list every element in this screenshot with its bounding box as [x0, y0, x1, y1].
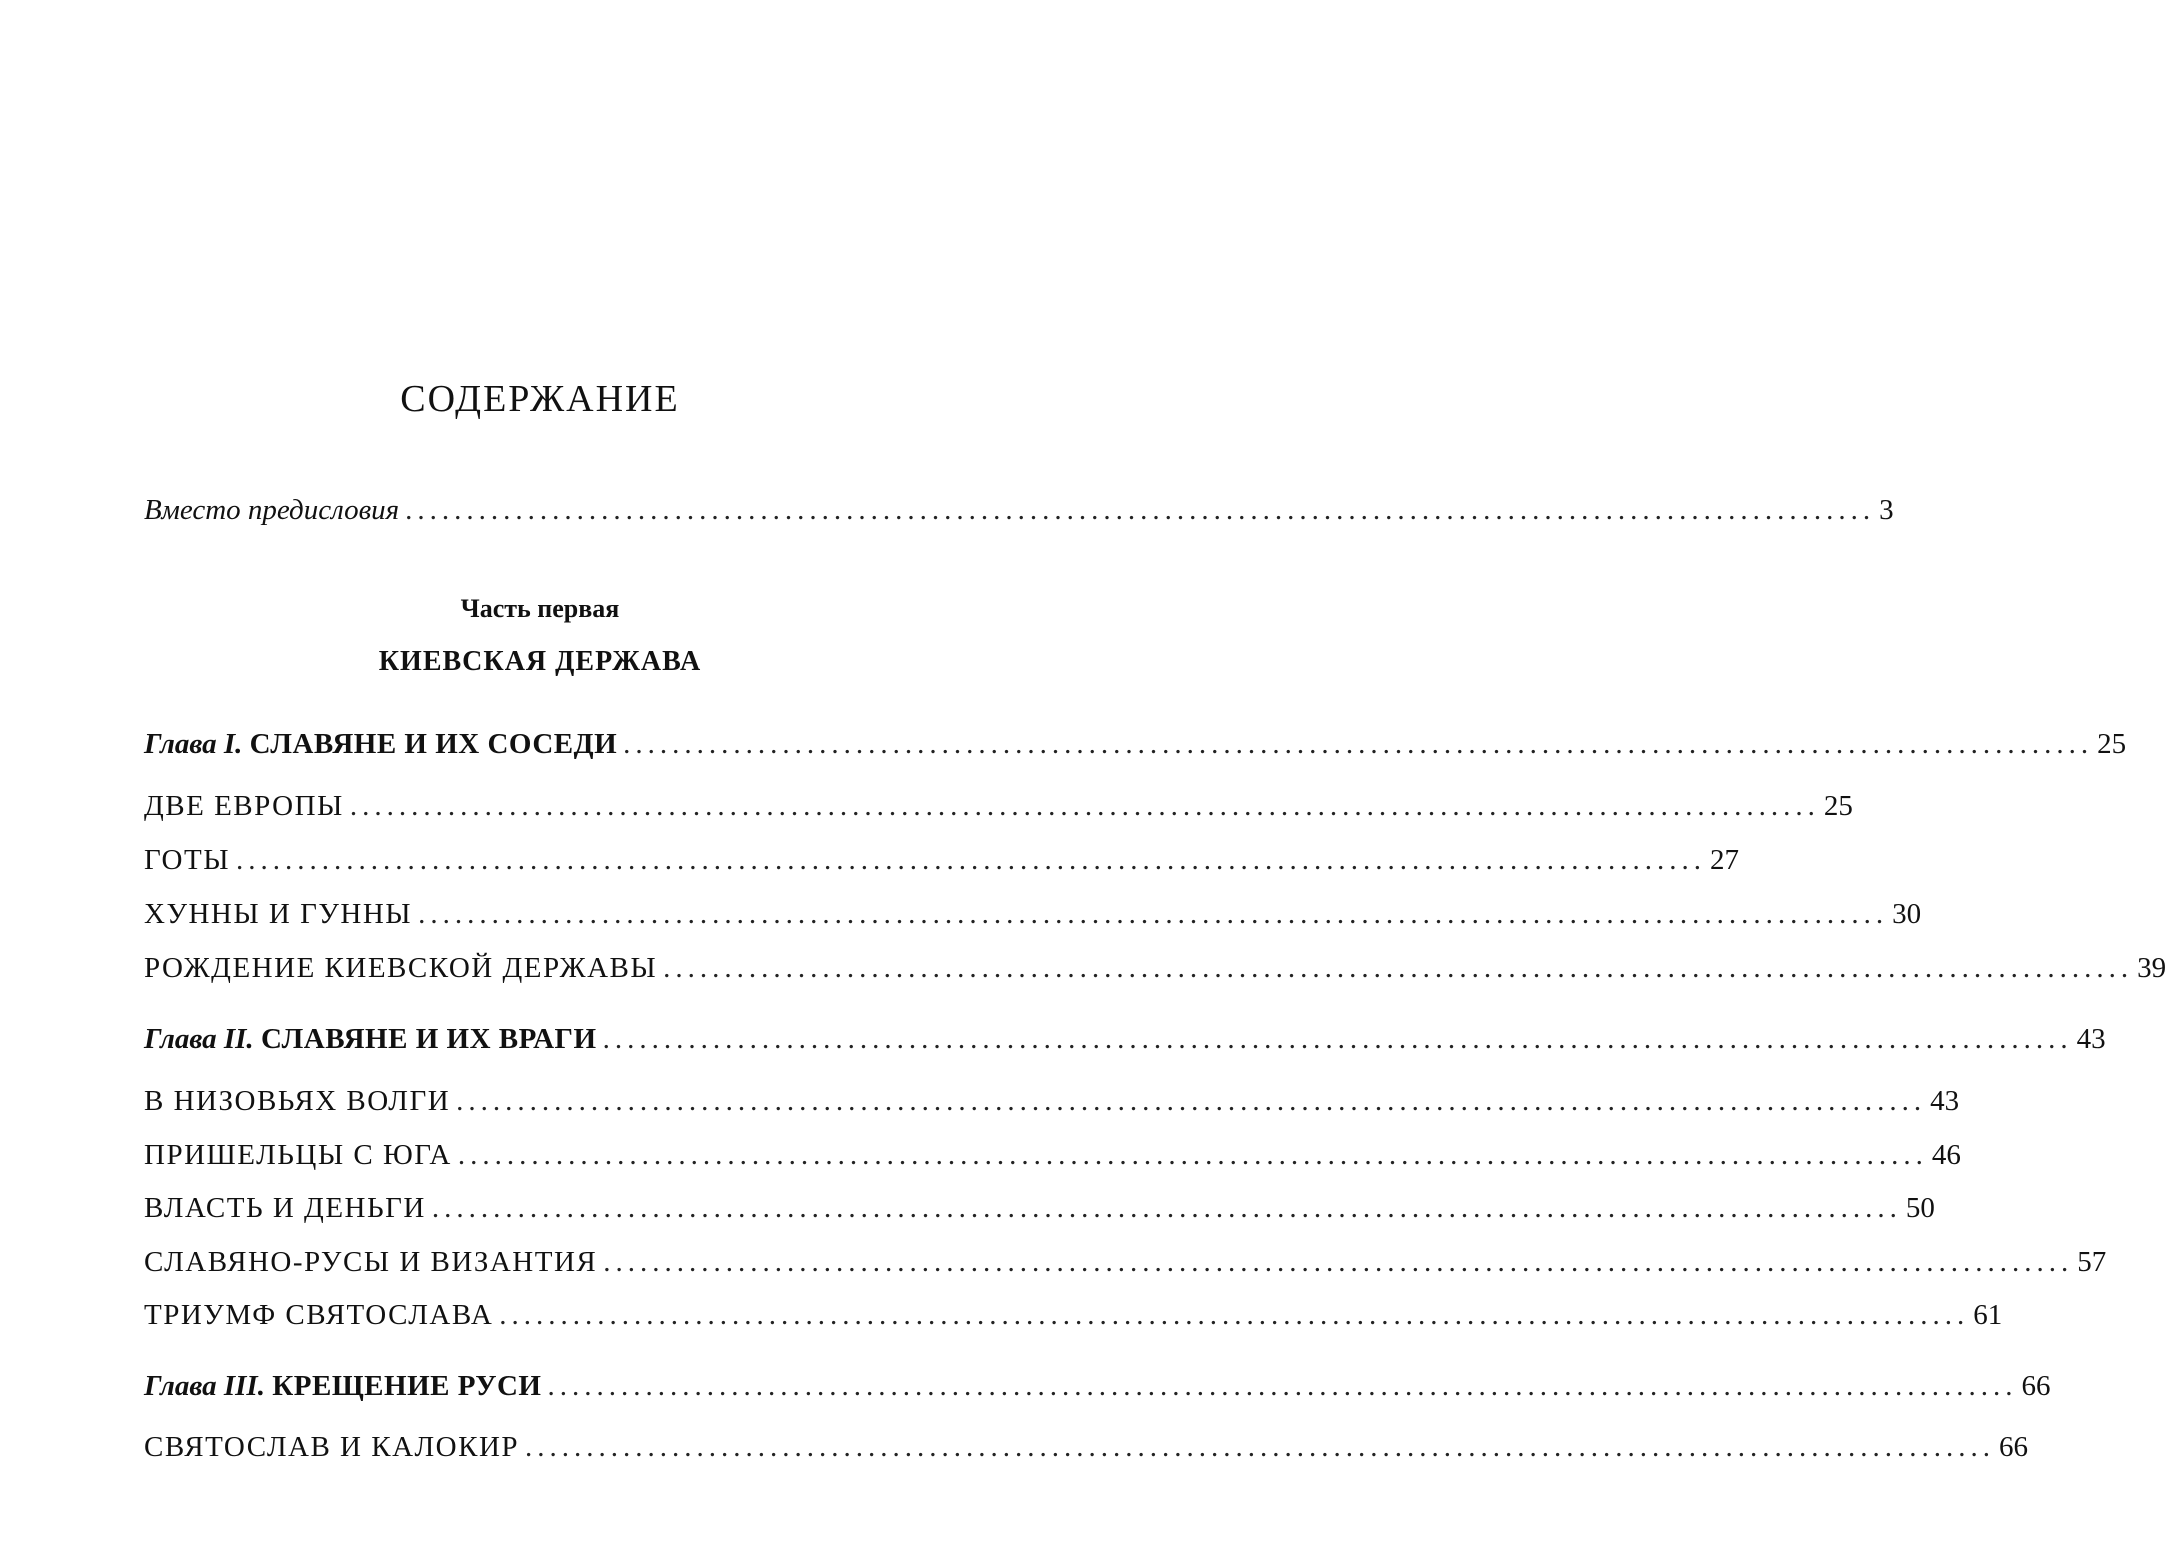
toc-section-label: СЛАВЯНО-РУСЫ И ВИЗАНТИЯ [144, 1246, 598, 1278]
toc-entry-page: 50 [1905, 1192, 1935, 1224]
toc-chapter-heading [144, 726, 617, 762]
chapter-prefix: Глава II. [144, 1023, 254, 1055]
dot-leader: ........................................................................................................................ [623, 728, 2094, 760]
toc-section-label: ПРИШЕЛЬЦЫ С ЮГА [144, 1139, 452, 1171]
toc-entry-preface [144, 492, 1894, 528]
chapter-title: КРЕЩЕНИЕ РУСИ [272, 1370, 542, 1402]
dot-leader: ........................................................................................................................ [405, 494, 1876, 526]
toc-section-label: ДВЕ ЕВРОПЫ [144, 790, 344, 822]
toc-chapter-1 [144, 726, 2127, 762]
toc-entry-page: 66 [1999, 1431, 2029, 1463]
toc-entry-page: 61 [1973, 1299, 2003, 1331]
toc-section [144, 896, 1922, 932]
toc-entry-page: 57 [2077, 1246, 2107, 1278]
toc-title: СОДЕРЖАНИЕ [400, 378, 680, 420]
toc-entry-label: Вместо предисловия [144, 494, 400, 526]
toc-chapter-heading [144, 1368, 542, 1404]
dot-leader: ........................................................................................................................ [499, 1299, 1970, 1331]
dot-leader: ........................................................................................................................ [236, 844, 1706, 876]
toc-entry-page: 27 [1710, 844, 1739, 876]
toc-section [144, 950, 2166, 986]
toc-section [144, 1083, 1960, 1119]
dot-leader: ........................................................................................................................ [349, 790, 1820, 822]
toc-section [144, 1297, 2003, 1333]
chapter-title: СЛАВЯНЕ И ИХ ВРАГИ [260, 1023, 597, 1055]
dot-leader: ........................................................................................................................ [663, 952, 2134, 984]
dot-leader: ........................................................................................................................ [418, 898, 1889, 930]
toc-entry-page: 43 [2076, 1023, 2106, 1055]
toc-entry-page: 30 [1892, 898, 1922, 930]
toc-section-label: ВЛАСТЬ И ДЕНЬГИ [144, 1192, 426, 1224]
toc-section [144, 1429, 2029, 1465]
toc-section [144, 1190, 1935, 1226]
toc-entry-page: 66 [2021, 1370, 2051, 1402]
toc-section [144, 788, 1853, 824]
toc-section [144, 842, 1739, 878]
dot-leader: ........................................................................................................................ [431, 1192, 1902, 1224]
toc-entry-page: 46 [1931, 1139, 1961, 1171]
toc-section-label: ХУННЫ И ГУННЫ [144, 898, 413, 930]
toc-entry-page: 25 [1823, 790, 1853, 822]
toc-section-label: ГОТЫ [144, 844, 230, 876]
toc-section-label: СВЯТОСЛАВ И КАЛОКИР [144, 1431, 520, 1463]
chapter-prefix: Глава III. [144, 1370, 265, 1402]
dot-leader: ........................................................................................................................ [525, 1431, 1996, 1463]
toc-chapter-heading [144, 1021, 597, 1057]
toc-section-label: ТРИУМФ СВЯТОСЛАВА [144, 1299, 494, 1331]
dot-leader: ........................................................................................................................ [547, 1370, 2018, 1402]
toc-entry-page: 39 [2137, 952, 2166, 984]
toc-entry-page: 25 [2097, 728, 2127, 760]
dot-leader: ........................................................................................................................ [603, 1246, 2074, 1278]
dot-leader: ........................................................................................................................ [457, 1139, 1928, 1171]
dot-leader: ........................................................................................................................ [602, 1023, 2073, 1055]
part-title: КИЕВСКАЯ ДЕРЖАВА [378, 646, 702, 677]
toc-section-label: В НИЗОВЬЯХ ВОЛГИ [144, 1085, 451, 1117]
chapter-title: СЛАВЯНЕ И ИХ СОСЕДИ [249, 728, 618, 760]
toc-entry-page: 43 [1930, 1085, 1960, 1117]
toc-chapter-3 [144, 1368, 2051, 1404]
part-label: Часть первая [460, 594, 620, 623]
dot-leader: ........................................................................................................................ [456, 1085, 1927, 1117]
toc-section [144, 1244, 2107, 1280]
toc-entry-page: 3 [1879, 494, 1894, 526]
toc-chapter-2 [144, 1021, 2106, 1057]
toc-section [144, 1137, 1961, 1173]
toc-section-label: РОЖДЕНИЕ КИЕВСКОЙ ДЕРЖАВЫ [144, 952, 658, 984]
chapter-prefix: Глава I. [144, 728, 243, 760]
